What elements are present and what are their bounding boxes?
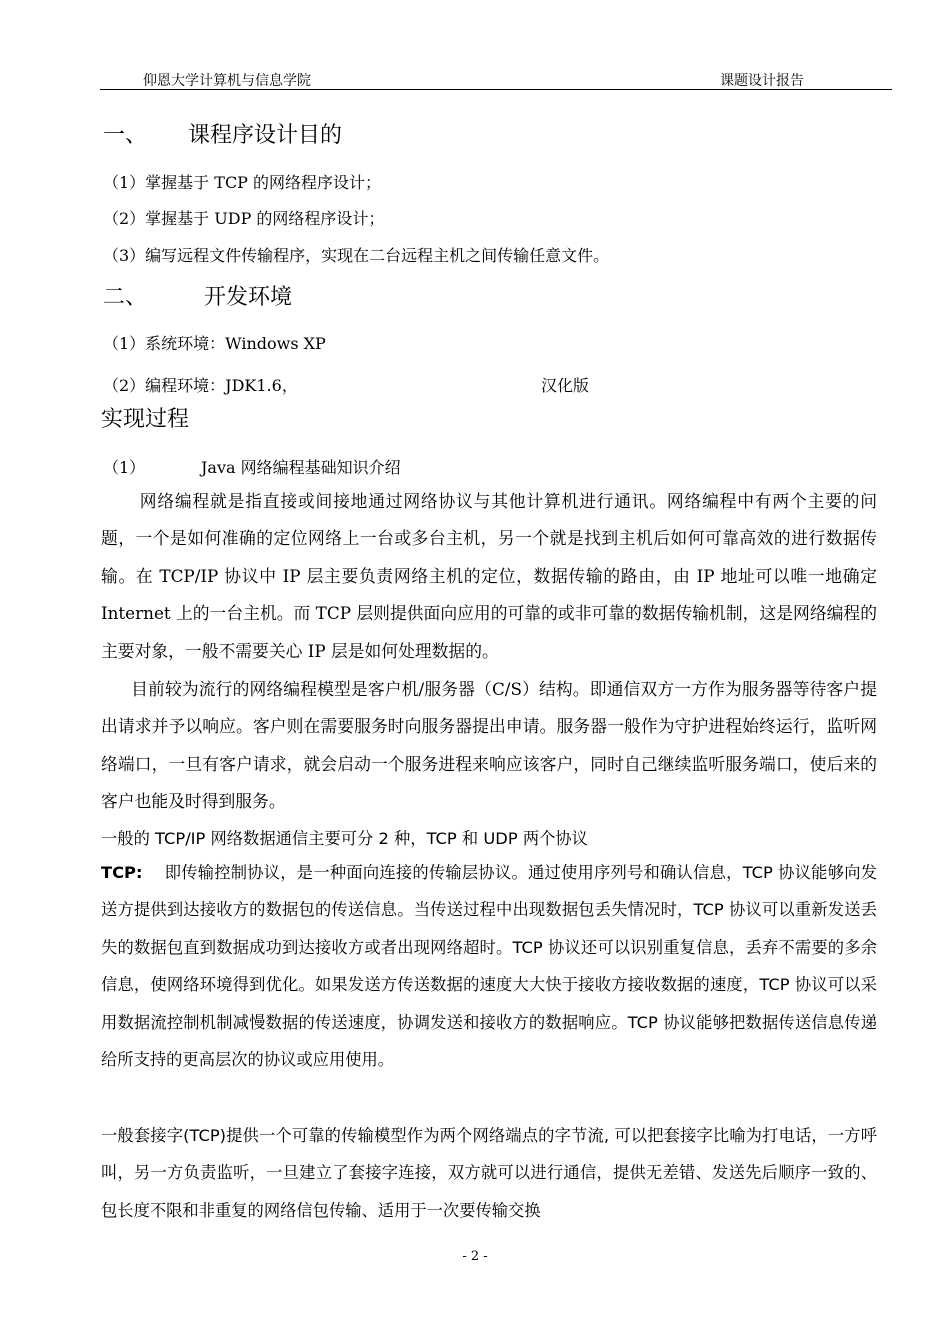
section2-item-2-extra: 汉化版 <box>541 376 590 395</box>
paragraph-network-programming <box>101 483 877 670</box>
header-left: 仰恩大学计算机与信息学院 <box>143 73 311 89</box>
section1-title: 课程序设计目的 <box>188 123 343 148</box>
section2-number: 二、 <box>103 285 148 310</box>
tcp-label: TCP: <box>101 863 143 882</box>
section2-item-2: （2）编程环境：JDK1.6， <box>103 376 298 395</box>
section2-item-1: （1）系统环境：Windows XP <box>103 334 326 353</box>
section2-title: 开发环境 <box>204 285 293 310</box>
header-right: 课题设计报告 <box>720 73 804 89</box>
line-general-protocols: 一般的 TCP/IP 网络数据通信主要可分 2 种，TCP 和 UDP 两个协议 <box>101 829 588 848</box>
paragraph-tcp <box>101 854 877 1078</box>
section1-item-1: （1）掌握基于 TCP 的网络程序设计； <box>103 173 382 192</box>
page-number: - 2 - <box>462 1249 488 1264</box>
section3-title: 实现过程 <box>101 407 190 432</box>
paragraph-cs-model <box>101 671 877 821</box>
paragraph-tcp-text: 即传输控制协议，是一种面向连接的传输层协议。通过使用序列号和确认信息，TCP 协议能够向发送方提供到达接收方的数据包的传送信息。当传送过程中出现数据包丢失情况时，TCP 协议可以重新发送丢失的数据包直到数据成功到达接收方或者出现网络超时。TCP 协议还可以识别重复信息，丢弃不需要的多余信息，使网络环境得到优化。如果发送方传送数据的速度大大快于接收方接收数据的速度，TCP 协议可以采用数据流控制机制减慢数据的传送速度，协调发送和接收方的数据响应。TCP 协议能够把数据传送信息传递给所支持的更高层次的协议或应用使用。 <box>101 863 877 1070</box>
header-rule <box>100 89 892 90</box>
paragraph-socket: 一般套接字(TCP)提供一个可靠的传输模型作为两个网络端点的字节流, 可以把套接字比喻为打电话，一方呼叫，另一方负责监听，一旦建立了套接字连接，双方就可以进行通信，提供无差错、发送先后顺序一致的、包长度不限和非重复的网络信包传输、适用于一次要传输交换 <box>101 1126 877 1220</box>
section3-sub-number: （1） <box>103 458 146 477</box>
section1-item-3: （3）编写远程文件传输程序，实现在二台远程主机之间传输任意文件。 <box>103 246 610 265</box>
section3-sub-title: Java 网络编程基础知识介绍 <box>201 458 401 477</box>
section1-number: 一、 <box>103 123 148 148</box>
paragraph-cs-model-text: 目前较为流行的网络编程模型是客户机/服务器（C/S）结构。即通信双方一方作为服务器等待客户提出请求并予以响应。客户则在需要服务时向服务器提出申请。服务器一般作为守护进程始终运行，监听网络端口，一旦有客户请求，就会启动一个服务进程来响应该客户，同时自己继续监听服务端口，使后来的客户也能及时得到服务。 <box>101 679 877 812</box>
paragraph-network-programming-text: 网络编程就是指直接或间接地通过网络协议与其他计算机进行通讯。网络编程中有两个主要的问题，一个是如何准确的定位网络上一台或多台主机，另一个就是找到主机后如何可靠高效的进行数据传输。在 TCP/IP 协议中 IP 层主要负责网络主机的定位，数据传输的路由，由 IP 地址可以唯一地确定 Internet 上的一台主机。而 TCP 层则提供面向应用的可靠的或非可靠的数据传输机制，这是网络编程的主要对象，一般不需要关心 IP 层是如何处理数据的。 <box>101 491 877 661</box>
section1-item-2: （2）掌握基于 UDP 的网络程序设计； <box>103 209 385 228</box>
